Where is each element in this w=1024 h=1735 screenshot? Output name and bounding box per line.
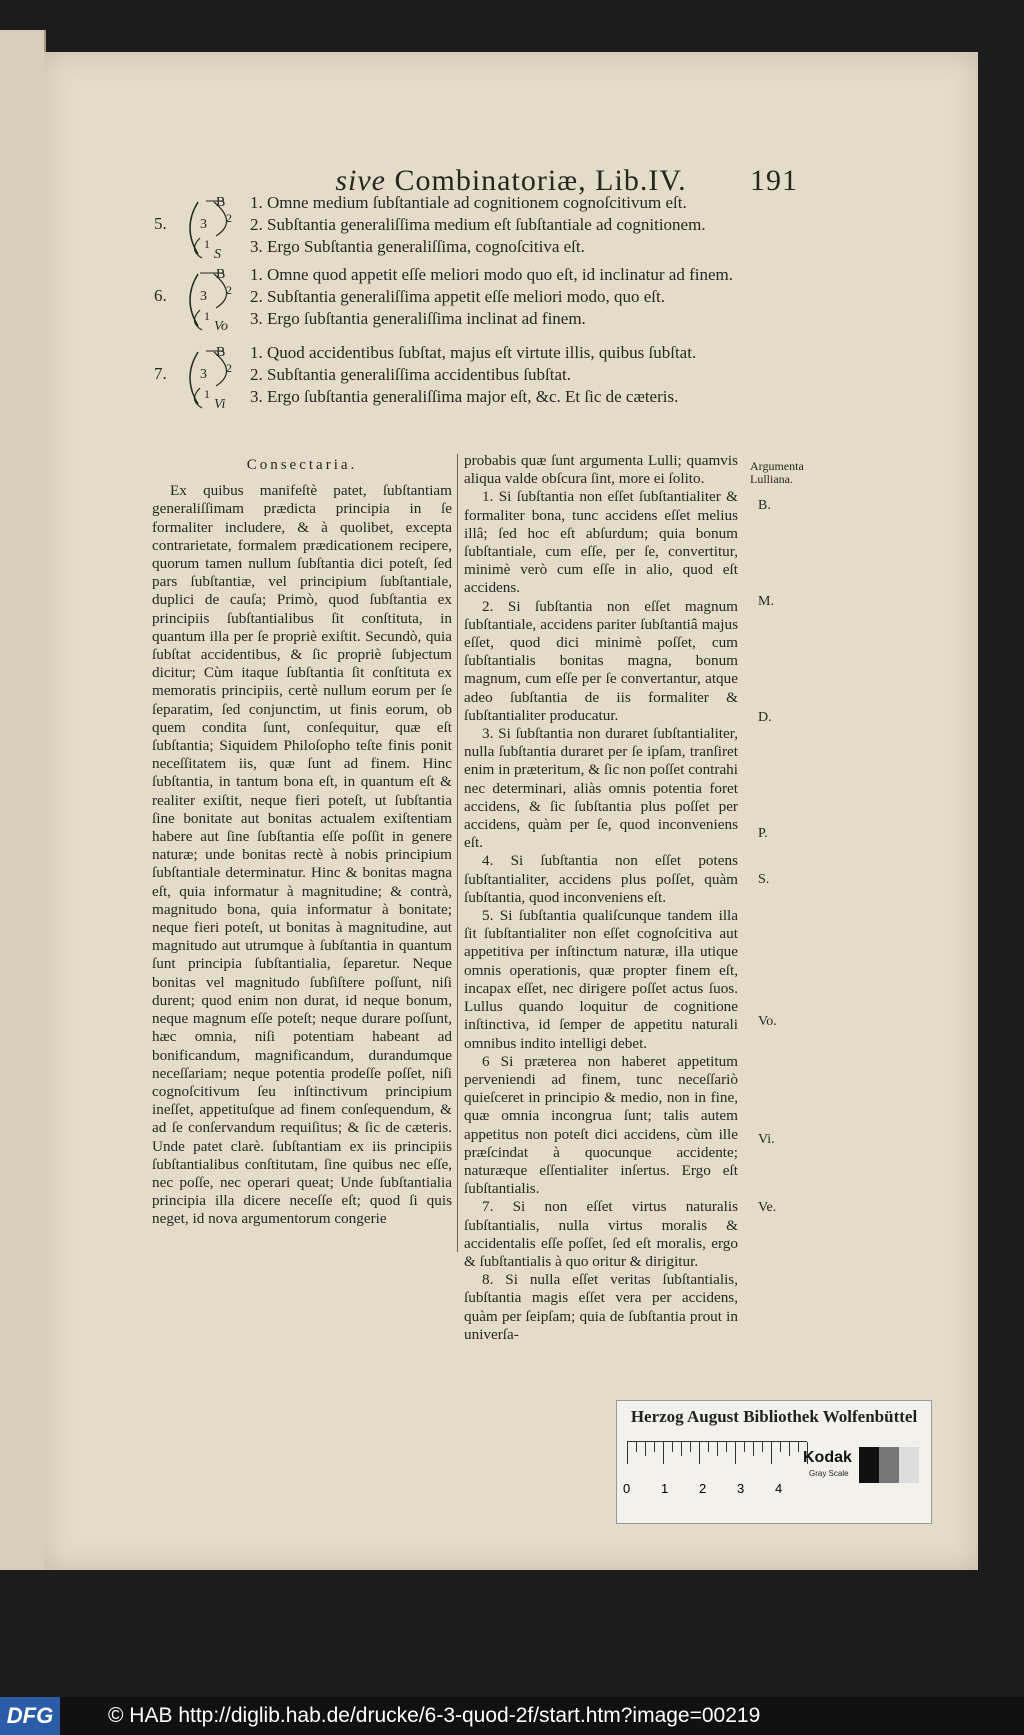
margin-note-s: S. [758,872,770,887]
margin-note-ve: Ve. [758,1200,777,1215]
figure-diagram [176,342,246,414]
right-intro: probabis quæ ſunt argumenta Lulli; quamvis aliqua valde obſcura ſint, more ei ſolito. [464,452,738,488]
svg-text:1: 1 [204,387,210,401]
svg-text:S: S [214,247,221,262]
conclusion: 3. Ergo ſubſtantia generaliſſima major eſt, &c. Et ſic de cæteris. [250,387,679,406]
syllogism-lines [250,342,890,408]
left-column-text: Ex quibus manifeſtè patet, ſubſtantiam generaliſſimam prædicta principia in ſe formaliter includere, & à quolibet, excepta contrarietate, formalem prædicationem recipere, quorum tamen nullum ſubſtantia dici poteſt, ſed pars ſubſtantiæ, vel principium ſubſtantiale, duplici de cauſa; Primò, quod ſubſtantia ex principiis ſubſtantialibus ſit conſtituta, in quantum illa per ſe propriè exiſtit. Secundò, quia ſubſtat accidentibus, & ſic propriè ſubjectum dicitur; Cùm itaque ſubſtantia ſit conſtituta ex memoratis principiis, certè nullum eorum per ſe ſeparatim, ſed conjunctim, ut finis eorum, ob quem condita ſunt, conſequitur, quæ eſt ſubſtantia; Siquidem Philoſopho teſte finis ponit neceſſitatem iis, quæ ſunt ad finem. Hinc ſubſtantia, in tantum bona eſt, in quantum eſt & realiter exiſtit, neque fieri poteſt, ut ſubſtantia ſine bonitate aut bonitas actualem exiſtentiam habere aut ſine ſubſtantia eſſe poſſit in genere naturæ; unde bonitas rectè à nobis principium ſubſtantiale determinatur. Hinc & bonitas magna eſt, quia informatur à magnitudine; & contrà, magnitudo bona, quia informatur à bonitate; neque fieri poteſt, ut bonitas à magnitudine, aut magnitudo aut utrumque à ſubſtantia in quantum ſunt principia ſubſtantialia, ſeparetur. Neque bonitas vel magnitudo ſubſiſtere poſſunt, niſi durent; quod enim non durat, id neque bonum, neque magnum eſſe poteſt; neque durare poſſunt, hæc omnia, niſi potentiam habeant ad bonificandum, magnificandum, durandumque neceſſariam; neque potentia prodeſſe poſſet, niſi cognoſcitivum ſeu inſtinctivum principium ineſſet, appetituſque ad finem conſequendum, & ad ſe conſervandum requiſitus; & ſic de cæteris. Unde patet clarè. ſubſtantiam ex iis principiis ſubſtantialibus conſtitutam, ſine quibus nec eſſe, nec poſſe, nec operari queat; Unde ſubſtantialia principia illa dicere neceſſe eſt; quod ſi quis neget, id nova argumentorum congerie [152,482,452,1228]
previous-page-edge [0,30,46,1570]
header-sive: sive [335,164,386,197]
footer-copyright-link[interactable]: © HAB http://diglib.hab.de/drucke/6-3-quod-2f/start.htm?image=00219 [108,1704,761,1727]
margin-note-d: D. [758,710,772,725]
dfg-logo: DFG [0,1697,60,1735]
argument-8: 8. Si nulla eſſet veritas ſubſtantialis, ſubſtantia magis eſſet vera per accidens, quàm per ſeipſam; quia de ſubſtantia prout in univerſa- [464,1271,738,1343]
syllogism-figure [176,342,246,414]
figure-diagram [176,264,246,336]
svg-text:1: 1 [204,237,210,251]
syllogism-figure [176,264,246,336]
library-name: Herzog August Bibliothek Wolfenbüttel [630,1407,918,1426]
svg-text:2: 2 [226,211,232,225]
svg-text:B: B [216,267,226,282]
margin-note-p: P. [758,826,768,841]
margin-note-vi: Vi. [758,1132,775,1147]
margin-note-vo: Vo. [758,1014,777,1029]
premise-major: 1. Omne medium ſubſtantiale ad cognitionem cognoſcitivum eſt. [250,193,687,212]
syllogism-lines [250,192,890,258]
book-page [44,52,978,1570]
color-calibration-card: Herzog August Bibliothek Wolfenbüttel 0 1 2 3 4 Kodak Gray Scale [616,1400,932,1524]
conclusion: 3. Ergo ſubſtantia generaliſſima inclinat ad finem. [250,309,586,328]
premise-minor: 2. Subſtantia generaliſſima accidentibus ſubſtat. [250,365,572,384]
argument-1: 1. Si ſubſtantia non eſſet ſubſtantialiter & formaliter bona, tunc accidens eſſet melius illâ; ſed hoc eſt abſurdum; quia bonum ſubſtantiale, cum eſſe, per ſe, convertitur, minimè verò cum eſſe in alio, quod eſt accidens. [464,488,738,597]
argument-5: 5. Si ſubſtantia qualiſcunque tandem illa ſit ſubſtantialiter non eſſet cognoſcitiva aut appetitiva per inſtinctum naturæ, illa utique omnis operationis, quæ propter finem eſt, incapax eſſet, nec dirigere poſſet actus ſuos. Lullus quando loquitur de cognitione inſtinctiva, id ſemper de appetitu naturali omnibus indito intelligi debet. [464,907,738,1052]
conclusion: 3. Ergo Subſtantia generaliſſima, cognoſcitiva eſt. [250,237,585,256]
svg-text:3: 3 [200,289,207,304]
ruler-scale [627,1441,807,1476]
syllogism-lines [250,264,890,330]
svg-text:1: 1 [204,309,210,323]
premise-major: 1. Omne quod appetit eſſe meliori modo quo eſt, id inclinatur ad finem. [250,265,733,284]
gray-scale-patches [859,1447,919,1483]
margin-note-argumenta: Argumenta Lulliana. [750,459,804,486]
figure-diagram [176,192,246,264]
argument-2: 2. Si ſubſtantia non eſſet magnum ſubſtantiale, accidens pariter ſubſtantiâ majus eſſet, quod dici minimè poſſet, cum ſubſtantialis bonitas magna, bonum magnum, cum eſſe per ſe convertantur, atque adeo ſubſtantia de iis formaliter & ſubſtantialiter producatur. [464,597,738,724]
right-column [464,452,738,1344]
svg-text:Vo: Vo [214,319,228,334]
svg-text:2: 2 [226,361,232,375]
svg-text:B: B [216,345,226,360]
kodak-logo: Kodak [803,1449,852,1466]
argument-3: 3. Si ſubſtantia non duraret ſubſtantialiter, nulla ſubſtantia duraret per ſe ipſam, tranſiret enim in præteritum, & ſic non poſſet contrahi nec determinari, aliàs omnis potentia foret accidens, & ſic ſubſtantia plus poſſet per accidens, quàm per ſe, quod inconveniens eſt. [464,725,738,852]
syllogism-figure [176,192,246,264]
svg-text:3: 3 [200,367,207,382]
argument-4: 4. Si ſubſtantia non eſſet potens ſubſtantialiter, accidens plus poſſet, quàm ſubſtantia, quod inconveniens eſt. [464,852,738,906]
premise-minor: 2. Subſtantia generaliſſima medium eſt ſubſtantiale ad cognitionem. [250,215,706,234]
left-column [152,456,452,1229]
syllogism-number: 7. [154,364,167,383]
svg-text:2: 2 [226,283,232,297]
gray-scale-label: Gray Scale [809,1469,849,1478]
syllogism-number: 5. [154,214,167,233]
premise-minor: 2. Subſtantia generaliſſima appetit eſſe meliori modo, quo eſt. [250,287,665,306]
footer-bar [0,1697,1024,1735]
column-divider [457,454,458,1252]
page-number: 191 [750,164,798,197]
header-title: Combinatoriæ, Lib.IV. [394,164,687,197]
syllogism-number: 6. [154,286,167,305]
svg-text:Vi: Vi [214,397,226,412]
argument-6: 6 Si præterea non haberet appetitum perveniendi ad finem, tunc neceſſariò quieſceret in principio & medio, non in fine, quæ omnia incongrua ſunt; talis autem appetitus non poteſt dici accidens, cùm ille præſcindat à quocunque accidente; naturæque eſſentialiter inſertus. Ergo eſt ſubſtantialis. [464,1052,738,1198]
argument-7: 7. Si non eſſet virtus naturalis ſubſtantialis, nulla virtus moralis & accidentalis eſſe poſſet, ſed eſt moralis, ergo & ſubſtantialis à quo oritur & dirigitur. [464,1198,738,1270]
svg-text:3: 3 [200,217,207,232]
fig-top-letter: B [216,195,226,210]
premise-major: 1. Quod accidentibus ſubſtat, majus eſt virtute illis, quibus ſubſtat. [250,343,697,362]
margin-note-b: B. [758,498,771,513]
margin-note-m: M. [758,594,774,609]
section-title: Consectaria. [246,457,358,473]
